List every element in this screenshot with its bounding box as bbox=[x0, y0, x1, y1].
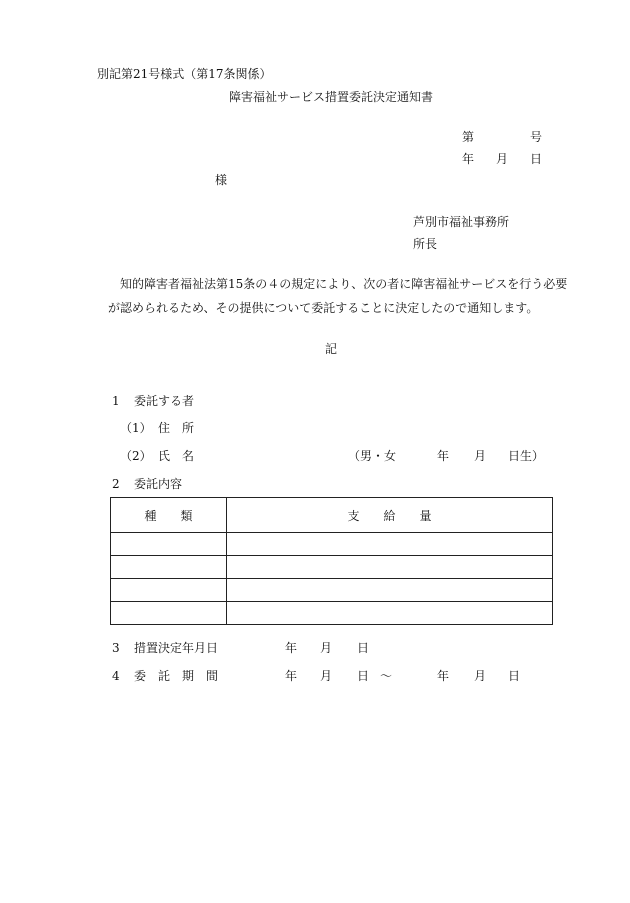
supply-table bbox=[110, 497, 553, 625]
date-year: 年 bbox=[462, 152, 475, 166]
table-row bbox=[111, 602, 553, 625]
addressee-suffix: 様 bbox=[215, 173, 228, 187]
period-to-month: 月 bbox=[474, 669, 487, 683]
section3-number: 3 bbox=[112, 641, 120, 655]
section1-address-number: （1） bbox=[120, 421, 152, 435]
form-id: 別記第21号様式（第17条関係） bbox=[97, 67, 272, 81]
section2-number: 2 bbox=[112, 477, 120, 491]
table-row bbox=[111, 533, 553, 556]
doc-number-prefix: 第 bbox=[462, 130, 475, 144]
period-from-month: 月 bbox=[320, 669, 333, 683]
birth-day: 日生） bbox=[508, 449, 545, 463]
table-row bbox=[111, 579, 553, 602]
period-from-year: 年 bbox=[285, 669, 298, 683]
birth-month: 月 bbox=[474, 449, 487, 463]
section1-label: 委託する者 bbox=[134, 394, 195, 408]
section1-name-label: 氏 名 bbox=[158, 449, 195, 463]
document-title: 障害福祉サービス措置委託決定通知書 bbox=[229, 90, 434, 104]
section2-label: 委託内容 bbox=[134, 477, 183, 491]
issuer-head: 所長 bbox=[413, 237, 438, 251]
section4-label: 委 託 期 間 bbox=[134, 669, 219, 683]
sex-field: （男・女 bbox=[348, 449, 397, 463]
issuer-office: 芦別市福祉事務所 bbox=[413, 215, 510, 229]
section1-name-number: （2） bbox=[120, 449, 152, 463]
section3-label: 措置決定年月日 bbox=[134, 641, 219, 655]
period-to-day: 日 bbox=[508, 669, 521, 683]
date-day: 日 bbox=[530, 152, 543, 166]
period-tilde: ～ bbox=[380, 669, 393, 683]
col-header-type: 種 類 bbox=[111, 498, 227, 533]
col-header-amount: 支 給 量 bbox=[227, 498, 553, 533]
section4-number: 4 bbox=[112, 669, 120, 683]
section1-number: 1 bbox=[112, 394, 120, 408]
period-to-year: 年 bbox=[437, 669, 450, 683]
ki-heading: 記 bbox=[325, 342, 338, 356]
section1-address-label: 住 所 bbox=[158, 421, 195, 435]
body-text: 知的障害者福祉法第15条の４の規定により、次の者に障害福祉サービスを行う必要が認められるため、その提供について委託することに決定したので通知します。 bbox=[108, 277, 568, 315]
decision-month: 月 bbox=[320, 641, 333, 655]
period-from-day: 日 bbox=[357, 669, 370, 683]
date-month: 月 bbox=[496, 152, 509, 166]
table-row bbox=[111, 556, 553, 579]
birth-year: 年 bbox=[437, 449, 450, 463]
decision-day: 日 bbox=[357, 641, 370, 655]
doc-number-suffix: 号 bbox=[530, 130, 543, 144]
decision-year: 年 bbox=[285, 641, 298, 655]
